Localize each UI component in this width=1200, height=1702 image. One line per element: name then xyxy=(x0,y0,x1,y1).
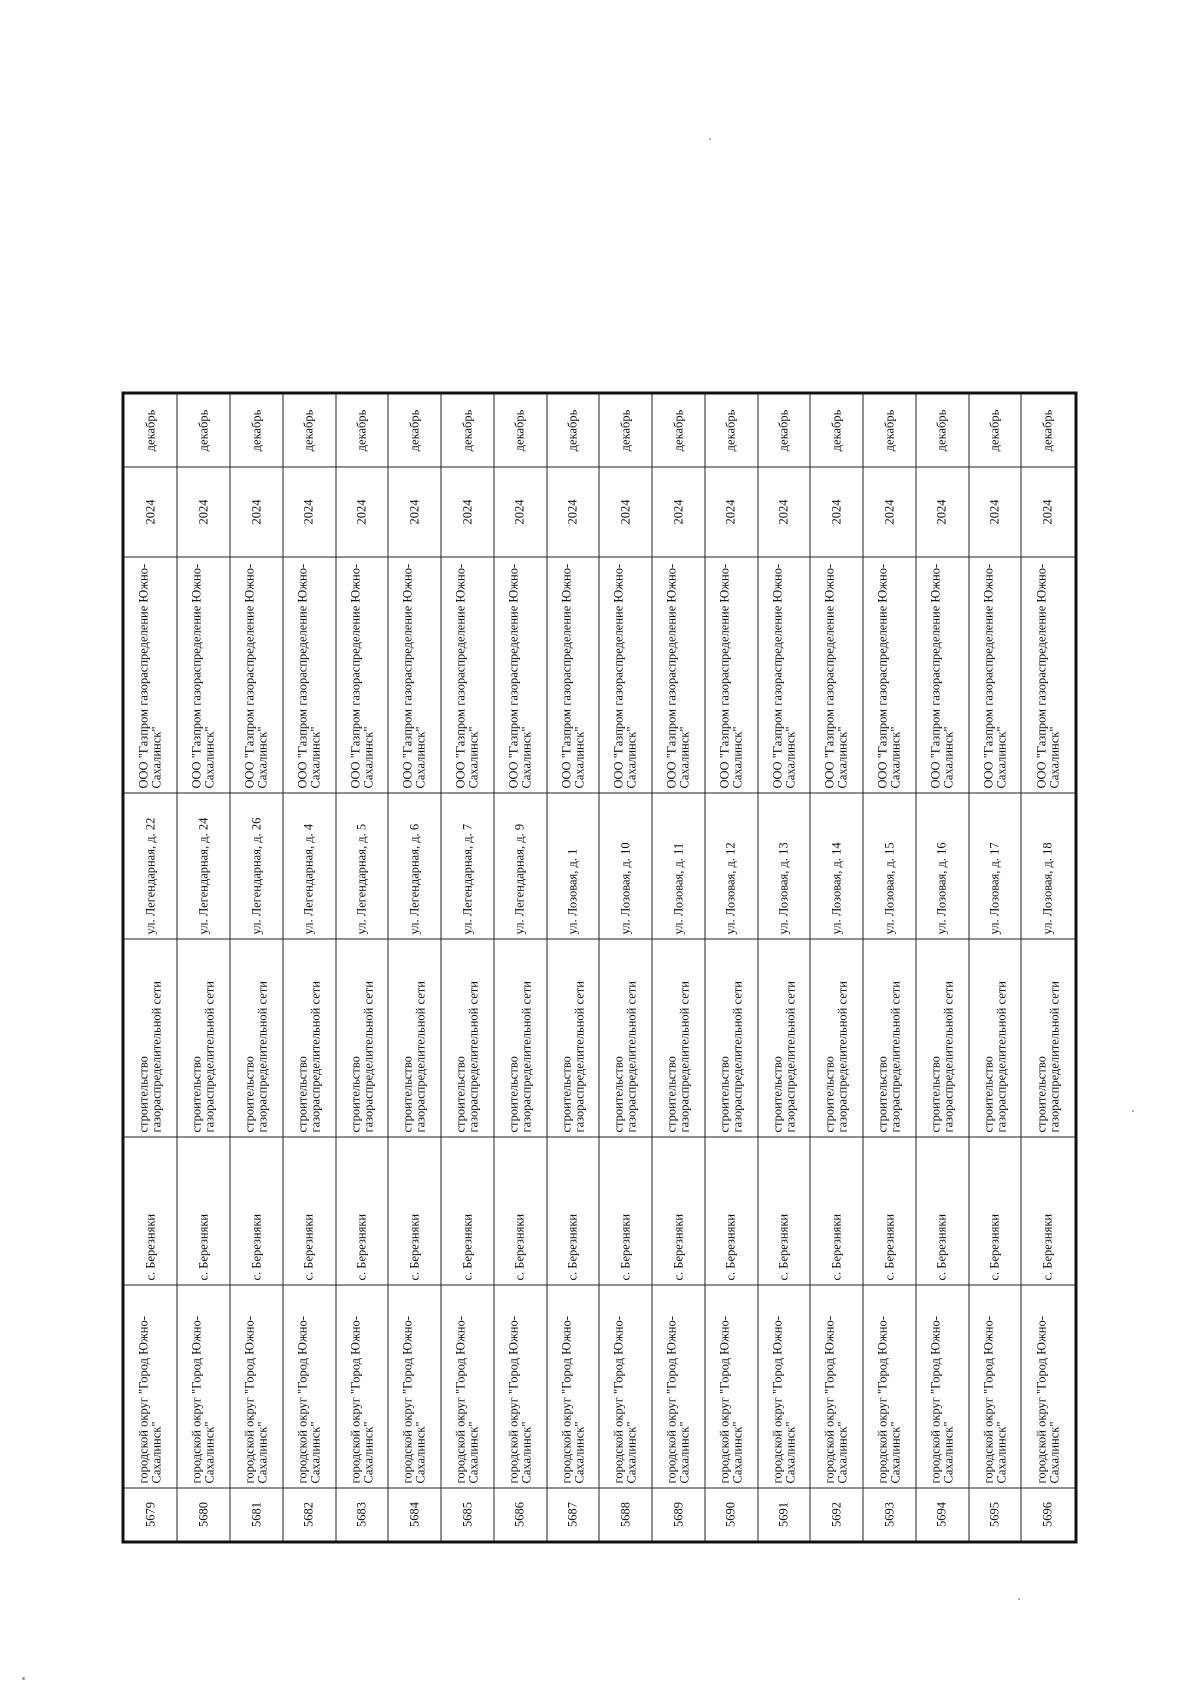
municipality-cell: городской округ "Город Южно-Сахалинск" xyxy=(230,1285,283,1488)
address-cell: ул. Лозовая, д. 1 xyxy=(546,793,599,939)
address-cell: ул. Легендарная, д. 24 xyxy=(177,793,230,939)
row-number: 5687 xyxy=(546,1488,599,1542)
settlement-cell: с. Березняки xyxy=(599,1137,652,1285)
row-number: 5695 xyxy=(968,1488,1021,1542)
month-cell: декабрь xyxy=(1021,393,1076,467)
month-cell: декабрь xyxy=(652,393,705,467)
organization-cell: ООО "Газпром газораспределение Южно-Сахалинск" xyxy=(493,557,546,793)
table-row xyxy=(177,393,230,1542)
row-number: 5685 xyxy=(441,1488,494,1542)
table-row xyxy=(388,393,441,1542)
scan-speck xyxy=(22,1677,25,1680)
year-cell: 2024 xyxy=(968,467,1021,557)
address-cell: ул. Лозовая, д. 18 xyxy=(1021,793,1076,939)
settlement-cell: с. Березняки xyxy=(968,1137,1021,1285)
table-row xyxy=(915,393,968,1542)
table-row xyxy=(230,393,283,1542)
activity-cell: строительство газораспределительной сети xyxy=(546,939,599,1137)
table-row xyxy=(599,393,652,1542)
table-row xyxy=(810,393,863,1542)
register-table xyxy=(121,391,1077,1543)
municipality-cell: городской округ "Город Южно-Сахалинск" xyxy=(652,1285,705,1488)
municipality-cell: городской округ "Город Южно-Сахалинск" xyxy=(704,1285,757,1488)
row-number: 5688 xyxy=(599,1488,652,1542)
settlement-cell: с. Березняки xyxy=(388,1137,441,1285)
row-number: 5684 xyxy=(388,1488,441,1542)
year-cell: 2024 xyxy=(757,467,810,557)
scan-speck xyxy=(1018,1598,1020,1600)
month-cell: декабрь xyxy=(704,393,757,467)
settlement-cell: с. Березняки xyxy=(441,1137,494,1285)
organization-cell: ООО "Газпром газораспределение Южно-Сахалинск" xyxy=(704,557,757,793)
year-cell: 2024 xyxy=(863,467,916,557)
settlement-cell: с. Березняки xyxy=(546,1137,599,1285)
address-cell: ул. Лозовая, д. 10 xyxy=(599,793,652,939)
activity-cell: строительство газораспределительной сети xyxy=(335,939,388,1137)
year-cell: 2024 xyxy=(599,467,652,557)
row-number: 5679 xyxy=(123,1488,177,1542)
municipality-cell: городской округ "Город Южно-Сахалинск" xyxy=(546,1285,599,1488)
row-number: 5692 xyxy=(810,1488,863,1542)
settlement-cell: с. Березняки xyxy=(282,1137,335,1285)
settlement-cell: с. Березняки xyxy=(177,1137,230,1285)
address-cell: ул. Лозовая, д. 16 xyxy=(915,793,968,939)
activity-cell: строительство газораспределительной сети xyxy=(915,939,968,1137)
organization-cell: ООО "Газпром газораспределение Южно-Сахалинск" xyxy=(546,557,599,793)
row-number: 5681 xyxy=(230,1488,283,1542)
organization-cell: ООО "Газпром газораспределение Южно-Сахалинск" xyxy=(177,557,230,793)
municipality-cell: городской округ "Город Южно-Сахалинск" xyxy=(915,1285,968,1488)
year-cell: 2024 xyxy=(810,467,863,557)
month-cell: декабрь xyxy=(282,393,335,467)
organization-cell: ООО "Газпром газораспределение Южно-Сахалинск" xyxy=(810,557,863,793)
municipality-cell: городской округ "Город Южно-Сахалинск" xyxy=(441,1285,494,1488)
table-row xyxy=(1021,393,1076,1542)
month-cell: декабрь xyxy=(177,393,230,467)
year-cell: 2024 xyxy=(652,467,705,557)
table-row xyxy=(493,393,546,1542)
activity-cell: строительство газораспределительной сети xyxy=(810,939,863,1137)
register-table-body xyxy=(123,393,1076,1542)
year-cell: 2024 xyxy=(123,467,177,557)
municipality-cell: городской округ "Город Южно-Сахалинск" xyxy=(335,1285,388,1488)
month-cell: декабрь xyxy=(599,393,652,467)
year-cell: 2024 xyxy=(915,467,968,557)
municipality-cell: городской округ "Город Южно-Сахалинск" xyxy=(863,1285,916,1488)
municipality-cell: городской округ "Город Южно-Сахалинск" xyxy=(493,1285,546,1488)
activity-cell: строительство газораспределительной сети xyxy=(230,939,283,1137)
table-row xyxy=(863,393,916,1542)
month-cell: декабрь xyxy=(230,393,283,467)
activity-cell: строительство газораспределительной сети xyxy=(652,939,705,1137)
scan-speck xyxy=(1132,1110,1134,1112)
year-cell: 2024 xyxy=(441,467,494,557)
municipality-cell: городской округ "Город Южно-Сахалинск" xyxy=(177,1285,230,1488)
municipality-cell: городской округ "Город Южно-Сахалинск" xyxy=(599,1285,652,1488)
address-cell: ул. Легендарная, д. 6 xyxy=(388,793,441,939)
settlement-cell: с. Березняки xyxy=(123,1137,177,1285)
settlement-cell: с. Березняки xyxy=(335,1137,388,1285)
activity-cell: строительство газораспределительной сети xyxy=(441,939,494,1137)
address-cell: ул. Легендарная, д. 4 xyxy=(282,793,335,939)
table-row xyxy=(652,393,705,1542)
row-number: 5690 xyxy=(704,1488,757,1542)
year-cell: 2024 xyxy=(230,467,283,557)
table-row xyxy=(704,393,757,1542)
month-cell: декабрь xyxy=(915,393,968,467)
activity-cell: строительство газораспределительной сети xyxy=(493,939,546,1137)
organization-cell: ООО "Газпром газораспределение Южно-Сахалинск" xyxy=(230,557,283,793)
municipality-cell: городской округ "Город Южно-Сахалинск" xyxy=(123,1285,177,1488)
activity-cell: строительство газораспределительной сети xyxy=(177,939,230,1137)
organization-cell: ООО "Газпром газораспределение Южно-Сахалинск" xyxy=(863,557,916,793)
municipality-cell: городской округ "Город Южно-Сахалинск" xyxy=(282,1285,335,1488)
row-number: 5680 xyxy=(177,1488,230,1542)
address-cell: ул. Лозовая, д. 13 xyxy=(757,793,810,939)
organization-cell: ООО "Газпром газораспределение Южно-Сахалинск" xyxy=(335,557,388,793)
month-cell: декабрь xyxy=(335,393,388,467)
table-row xyxy=(757,393,810,1542)
organization-cell: ООО "Газпром газораспределение Южно-Сахалинск" xyxy=(599,557,652,793)
address-cell: ул. Лозовая, д. 14 xyxy=(810,793,863,939)
organization-cell: ООО "Газпром газораспределение Южно-Сахалинск" xyxy=(441,557,494,793)
address-cell: ул. Легендарная, д. 7 xyxy=(441,793,494,939)
row-number: 5689 xyxy=(652,1488,705,1542)
activity-cell: строительство газораспределительной сети xyxy=(123,939,177,1137)
address-cell: ул. Лозовая, д. 12 xyxy=(704,793,757,939)
table-row xyxy=(441,393,494,1542)
organization-cell: ООО "Газпром газораспределение Южно-Сахалинск" xyxy=(757,557,810,793)
settlement-cell: с. Березняки xyxy=(493,1137,546,1285)
scan-speck xyxy=(709,138,711,140)
settlement-cell: с. Березняки xyxy=(704,1137,757,1285)
municipality-cell: городской округ "Город Южно-Сахалинск" xyxy=(810,1285,863,1488)
activity-cell: строительство газораспределительной сети xyxy=(968,939,1021,1137)
activity-cell: строительство газораспределительной сети xyxy=(704,939,757,1137)
row-number: 5686 xyxy=(493,1488,546,1542)
organization-cell: ООО "Газпром газораспределение Южно-Сахалинск" xyxy=(968,557,1021,793)
address-cell: ул. Легендарная, д. 26 xyxy=(230,793,283,939)
month-cell: декабрь xyxy=(441,393,494,467)
table-row xyxy=(282,393,335,1542)
row-number: 5693 xyxy=(863,1488,916,1542)
year-cell: 2024 xyxy=(546,467,599,557)
organization-cell: ООО "Газпром газораспределение Южно-Сахалинск" xyxy=(282,557,335,793)
row-number: 5694 xyxy=(915,1488,968,1542)
municipality-cell: городской округ "Город Южно-Сахалинск" xyxy=(388,1285,441,1488)
organization-cell: ООО "Газпром газораспределение Южно-Сахалинск" xyxy=(1021,557,1076,793)
activity-cell: строительство газораспределительной сети xyxy=(599,939,652,1137)
table-row xyxy=(335,393,388,1542)
activity-cell: строительство газораспределительной сети xyxy=(388,939,441,1137)
row-number: 5691 xyxy=(757,1488,810,1542)
table-row xyxy=(123,393,177,1542)
organization-cell: ООО "Газпром газораспределение Южно-Сахалинск" xyxy=(652,557,705,793)
settlement-cell: с. Березняки xyxy=(1021,1137,1076,1285)
year-cell: 2024 xyxy=(704,467,757,557)
address-cell: ул. Легендарная, д. 22 xyxy=(123,793,177,939)
table-row xyxy=(546,393,599,1542)
month-cell: декабрь xyxy=(546,393,599,467)
activity-cell: строительство газораспределительной сети xyxy=(757,939,810,1137)
settlement-cell: с. Березняки xyxy=(863,1137,916,1285)
address-cell: ул. Лозовая, д. 17 xyxy=(968,793,1021,939)
year-cell: 2024 xyxy=(388,467,441,557)
row-number: 5696 xyxy=(1021,1488,1076,1542)
municipality-cell: городской округ "Город Южно-Сахалинск" xyxy=(1021,1285,1076,1488)
year-cell: 2024 xyxy=(177,467,230,557)
municipality-cell: городской округ "Город Южно-Сахалинск" xyxy=(968,1285,1021,1488)
table-frame xyxy=(121,394,1077,1543)
address-cell: ул. Легендарная, д. 5 xyxy=(335,793,388,939)
month-cell: декабрь xyxy=(968,393,1021,467)
organization-cell: ООО "Газпром газораспределение Южно-Сахалинск" xyxy=(388,557,441,793)
activity-cell: строительство газораспределительной сети xyxy=(863,939,916,1137)
settlement-cell: с. Березняки xyxy=(757,1137,810,1285)
activity-cell: строительство газораспределительной сети xyxy=(282,939,335,1137)
row-number: 5682 xyxy=(282,1488,335,1542)
settlement-cell: с. Березняки xyxy=(810,1137,863,1285)
table-row xyxy=(968,393,1021,1542)
address-cell: ул. Легендарная, д. 9 xyxy=(493,793,546,939)
month-cell: декабрь xyxy=(863,393,916,467)
settlement-cell: с. Березняки xyxy=(230,1137,283,1285)
row-number: 5683 xyxy=(335,1488,388,1542)
month-cell: декабрь xyxy=(388,393,441,467)
year-cell: 2024 xyxy=(282,467,335,557)
settlement-cell: с. Березняки xyxy=(652,1137,705,1285)
month-cell: декабрь xyxy=(757,393,810,467)
activity-cell: строительство газораспределительной сети xyxy=(1021,939,1076,1137)
month-cell: декабрь xyxy=(123,393,177,467)
settlement-cell: с. Березняки xyxy=(915,1137,968,1285)
month-cell: декабрь xyxy=(810,393,863,467)
organization-cell: ООО "Газпром газораспределение Южно-Сахалинск" xyxy=(123,557,177,793)
year-cell: 2024 xyxy=(335,467,388,557)
year-cell: 2024 xyxy=(1021,467,1076,557)
municipality-cell: городской округ "Город Южно-Сахалинск" xyxy=(757,1285,810,1488)
organization-cell: ООО "Газпром газораспределение Южно-Сахалинск" xyxy=(915,557,968,793)
address-cell: ул. Лозовая, д. 15 xyxy=(863,793,916,939)
address-cell: ул. Лозовая, д. 11 xyxy=(652,793,705,939)
year-cell: 2024 xyxy=(493,467,546,557)
month-cell: декабрь xyxy=(493,393,546,467)
